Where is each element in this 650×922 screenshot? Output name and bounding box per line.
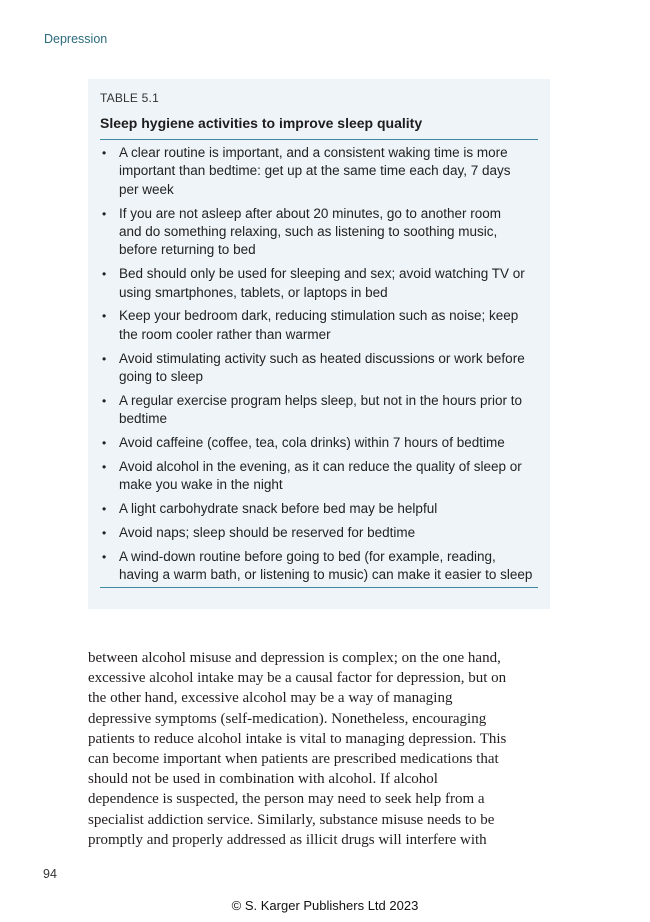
table-top-rule bbox=[100, 139, 538, 140]
list-item bbox=[100, 434, 538, 452]
list-item-text-line: bedtime bbox=[119, 411, 168, 427]
list-item-text-line: make you wake in the night bbox=[119, 477, 283, 493]
list-item bbox=[100, 265, 538, 302]
list-item-text-line: before returning to bed bbox=[119, 242, 256, 258]
sleep-hygiene-list bbox=[100, 144, 538, 584]
list-item bbox=[100, 458, 538, 495]
body-text-line: between alcohol misuse and depression is complex; on the one hand, bbox=[88, 650, 501, 666]
list-item-text-line: important than bedtime: get up at the same time each day, 7 days bbox=[119, 163, 511, 179]
list-item bbox=[100, 500, 538, 518]
list-item bbox=[100, 392, 538, 429]
bullet-icon: • bbox=[102, 267, 107, 282]
table-label: TABLE 5.1 bbox=[100, 91, 159, 105]
list-item bbox=[100, 205, 538, 260]
body-text-line: dependence is suspected, the person may need to seek help from a bbox=[88, 791, 485, 808]
copyright-notice: © S. Karger Publishers Ltd 2023 bbox=[231, 898, 419, 913]
list-item-text-line: the room cooler rather than warmer bbox=[119, 326, 331, 342]
bullet-icon: • bbox=[102, 309, 107, 324]
list-item-text-line: going to sleep bbox=[119, 369, 204, 385]
bullet-icon: • bbox=[102, 351, 107, 366]
list-item-text-line: If you are not asleep after about 20 minutes, go to another room bbox=[119, 205, 501, 221]
list-item bbox=[100, 548, 538, 585]
list-item-text-line: Keep your bedroom dark, reducing stimulation such as noise; keep bbox=[119, 308, 519, 324]
table-5-1-box bbox=[88, 79, 550, 609]
list-item-text-line: using smartphones, tablets, or laptops in bed bbox=[119, 284, 388, 300]
bullet-icon: • bbox=[102, 436, 107, 451]
body-text-line: promptly and properly addressed as illicit drugs will interfere with bbox=[88, 831, 487, 848]
bullet-icon: • bbox=[102, 525, 107, 540]
list-item-text-line: Avoid caffeine (coffee, tea, cola drinks) within 7 hours of bedtime bbox=[119, 435, 505, 451]
list-item bbox=[100, 144, 538, 199]
list-item-text-line: Avoid alcohol in the evening, as it can reduce the quality of sleep or bbox=[119, 458, 522, 474]
bullet-icon: • bbox=[102, 393, 107, 408]
running-head: Depression bbox=[44, 32, 108, 46]
body-text-line: specialist addiction service. Similarly, substance misuse needs to be bbox=[88, 811, 495, 828]
page-number: 94 bbox=[43, 867, 57, 881]
body-text-line: the other hand, excessive alcohol may be a way of managing bbox=[88, 690, 453, 707]
list-item-text-line: A light carbohydrate snack before bed may be helpful bbox=[119, 501, 438, 517]
table-bottom-rule bbox=[100, 587, 538, 588]
list-item-text-line: having a warm bath, or listening to music) can make it easier to sleep bbox=[119, 567, 533, 583]
list-item-text-line: A wind-down routine before going to bed (for example, reading, bbox=[119, 548, 496, 564]
bullet-icon: • bbox=[102, 206, 107, 221]
list-item bbox=[100, 307, 538, 344]
body-text-line: can become important when patients are prescribed medications that bbox=[88, 751, 499, 768]
table-title: Sleep hygiene activities to improve sleep quality bbox=[100, 115, 423, 131]
list-item bbox=[100, 350, 538, 387]
bullet-icon: • bbox=[102, 459, 107, 474]
body-text-line: patients to reduce alcohol intake is vital to managing depression. This bbox=[88, 730, 507, 747]
list-item-text-line: A regular exercise program helps sleep, but not in the hours prior to bbox=[119, 392, 522, 408]
bullet-icon: • bbox=[102, 549, 107, 564]
list-item-text-line: Avoid stimulating activity such as heated discussions or work before bbox=[119, 350, 525, 366]
body-text-line: should not be used in combination with alcohol. If alcohol bbox=[88, 771, 438, 788]
list-item-text-line: A clear routine is important, and a consistent waking time is more bbox=[119, 145, 508, 160]
body-text-line: depressive symptoms (self-medication). Nonetheless, encouraging bbox=[88, 710, 487, 727]
list-item-text-line: per week bbox=[119, 181, 174, 197]
list-item-text-line: Bed should only be used for sleeping and sex; avoid watching TV or bbox=[119, 266, 525, 282]
bullet-icon: • bbox=[102, 502, 107, 517]
body-text-line: excessive alcohol intake may be a causal factor for depression, but on bbox=[88, 670, 507, 687]
list-item-text-line: Avoid naps; sleep should be reserved for bedtime bbox=[119, 524, 416, 540]
body-text-lines bbox=[88, 648, 550, 850]
bullet-icon: • bbox=[102, 146, 107, 160]
list-item bbox=[100, 524, 538, 542]
list-item-text-line: and do something relaxing, such as listening to soothing music, bbox=[119, 224, 498, 240]
body-paragraph bbox=[88, 648, 550, 850]
